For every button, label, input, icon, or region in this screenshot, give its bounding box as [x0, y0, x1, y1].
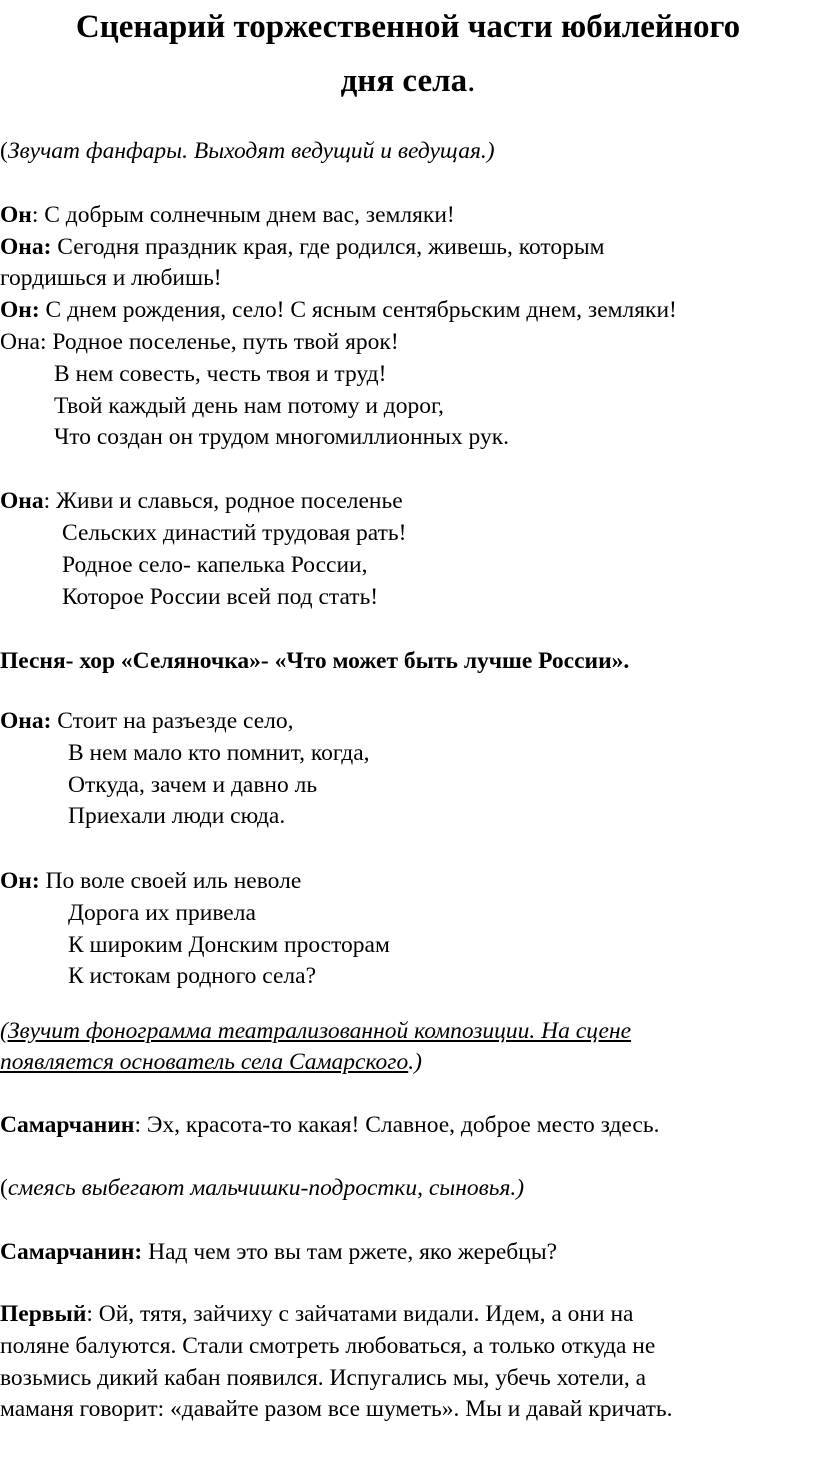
poem-line: К широким Донским просторам — [68, 932, 390, 958]
poem-line: Дорога их привела — [68, 900, 256, 926]
speaker-he: Он — [0, 202, 32, 228]
stage-direction-1 — [0, 136, 495, 167]
speech-cont: маманя говорит: «давайте разом все шуметь». Мы и давай кричать. — [0, 1396, 673, 1422]
line-she-4 — [0, 706, 294, 737]
poem-line: Приехали люди сюда. — [68, 803, 286, 829]
poem-line: В нем мало кто помнит, когда, — [68, 740, 370, 766]
speaker-he: Он: — [0, 297, 40, 323]
title-dot: . — [467, 63, 476, 99]
speech: Стоит на разъезде село, — [51, 708, 294, 734]
title-line-2: дня села — [340, 63, 468, 99]
poem-line: К истокам родного села? — [68, 963, 317, 989]
title-line-1: Сценарий торжественной части юбилейного — [75, 9, 741, 45]
poem-line: Что создан он трудом многомиллионных рук. — [54, 424, 510, 450]
speech-cont: поляне балуются. Стали смотреть любоваться, а только откуда не — [0, 1333, 656, 1359]
line-first-boy — [0, 1299, 633, 1330]
speech: : Живи и славься, родное поселенье — [43, 488, 403, 514]
poem-line: Твой каждый день нам потому и дорог, — [54, 393, 444, 419]
line-she-3 — [0, 486, 403, 517]
line-he-3 — [0, 866, 301, 897]
line-he-1 — [0, 200, 455, 231]
paren: ( — [0, 138, 8, 164]
speaker-she: Она: — [0, 708, 52, 734]
speaker-she: Она: — [0, 234, 52, 260]
document-title — [0, 0, 816, 108]
line-she-2: Она: Родное поселенье, путь твой ярок! — [0, 329, 399, 355]
poem-line: Откуда, зачем и давно ль — [68, 772, 318, 798]
direction-end: .) — [408, 1049, 422, 1075]
speaker-samarchanin: Самарчанин: — [0, 1239, 143, 1265]
line-he-2 — [0, 295, 677, 326]
poem-line: Сельских династий трудовая рать! — [62, 520, 407, 546]
poem-line: Которое России всей под стать! — [62, 584, 379, 610]
speech: По воле своей иль неволе — [39, 868, 302, 894]
poem-line: Родное село- капелька России, — [62, 552, 368, 578]
stage-direction-3 — [0, 1173, 524, 1204]
speech: : С добрым солнечным днем вас, земляки! — [31, 202, 455, 228]
song-line: Песня- хор «Селяночка»- «Что может быть лучше России». — [0, 648, 630, 674]
line-she-1 — [0, 232, 605, 263]
speaker-he: Он: — [0, 868, 40, 894]
speech: : Ой, тятя, зайчиху с зайчатами видали. Идем, а они на — [86, 1301, 634, 1327]
direction-text: появляется основатель села Самарского — [0, 1049, 409, 1075]
speech: Сегодня праздник края, где родился, живешь, которым — [51, 234, 605, 260]
paren: ( — [0, 1175, 8, 1201]
speech-cont: возьмись дикий кабан появился. Испугались мы, убечь хотели, а — [0, 1365, 647, 1391]
speaker-samarchanin: Самарчанин — [0, 1112, 135, 1138]
line-she-1-cont: гордишься и любишь! — [0, 265, 222, 291]
speech: : Эх, красота-то какая! Славное, доброе место здесь. — [134, 1112, 660, 1138]
speech: С днем рождения, село! С ясным сентябрьским днем, земляки! — [39, 297, 677, 323]
speech: Над чем это вы там ржете, яко жеребцы? — [142, 1239, 558, 1265]
line-samarchanin-2 — [0, 1237, 557, 1268]
speaker-she: Она — [0, 488, 44, 514]
speaker-first: Первый — [0, 1301, 87, 1327]
direction-text: Звучат фанфары. Выходят ведущий и ведущая.) — [7, 138, 495, 164]
poem-line: В нем совесть, честь твоя и труд! — [54, 361, 387, 387]
direction-text: смеясь выбегают мальчишки-подростки, сыновья.) — [7, 1175, 525, 1201]
line-samarchanin-1 — [0, 1110, 659, 1141]
stage-direction-2: (Звучит фонограмма театрализованной композиции. На сцене — [0, 1018, 632, 1044]
stage-direction-2-cont — [0, 1047, 422, 1078]
